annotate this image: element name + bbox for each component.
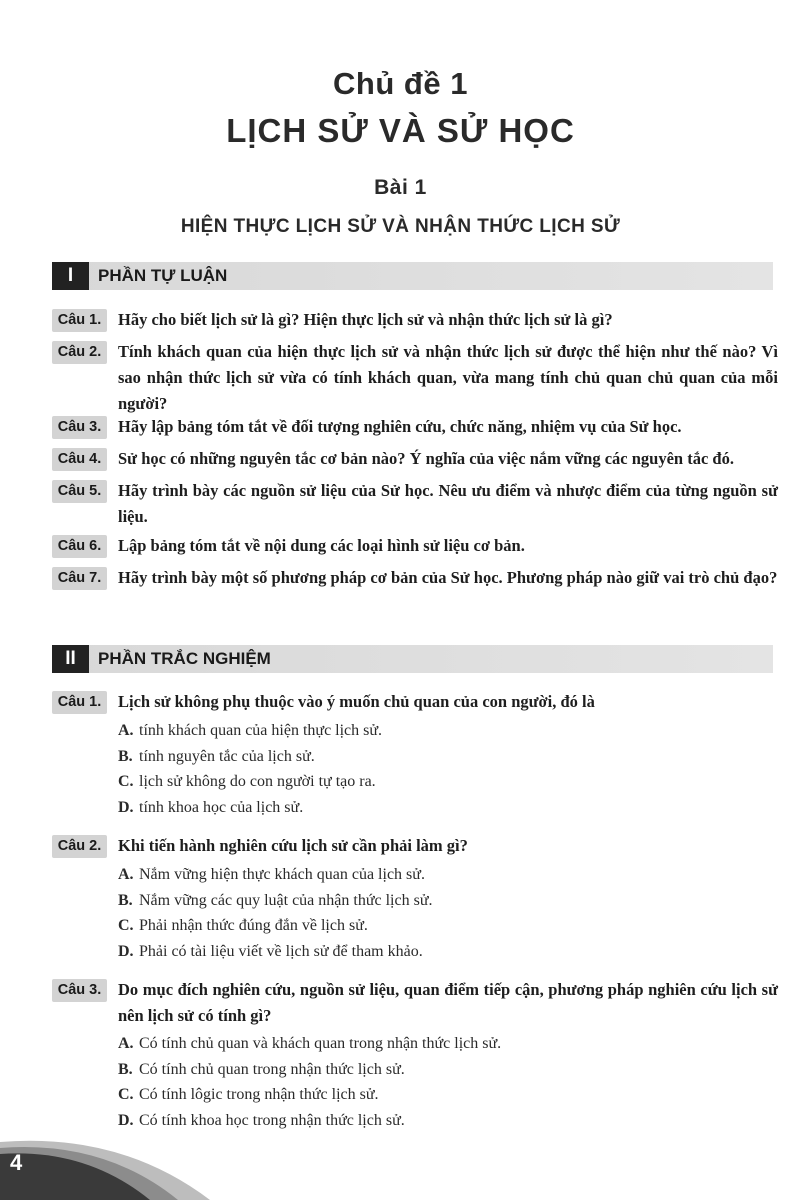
question-label: Câu 7.	[52, 567, 107, 590]
section-number: II	[52, 645, 89, 673]
answer-option-b: B. tính nguyên tắc của lịch sử.	[118, 747, 315, 765]
question-text: Do mục đích nghiên cứu, nguồn sử liệu, quan điểm tiếp cận, phương pháp nghiên cứu lịch sử nên lịch sử có tính gì?	[118, 980, 778, 1025]
question-text: Lịch sử không phụ thuộc vào ý muốn chủ quan của con người, đó là	[118, 692, 595, 711]
mc-question-2-options	[118, 862, 758, 964]
answer-option-d: D. Phải có tài liệu viết về lịch sử để tham khảo.	[118, 942, 423, 960]
answer-option-b: B. Nắm vững các quy luật của nhận thức lịch sử.	[118, 891, 433, 909]
question-text: Hãy cho biết lịch sử là gì? Hiện thực lịch sử và nhận thức lịch sử là gì?	[118, 310, 613, 329]
lesson-number: Bài 1	[374, 176, 427, 199]
mc-question-1-options	[118, 718, 758, 820]
section-number: I	[52, 262, 89, 290]
section-header-essay	[52, 262, 773, 290]
question-label: Câu 1.	[52, 691, 107, 714]
question-text: Hãy lập bảng tóm tắt về đối tượng nghiên cứu, chức năng, nhiệm vụ của Sử học.	[118, 417, 682, 436]
question-label: Câu 2.	[52, 341, 107, 364]
page-number: 4	[10, 1150, 23, 1175]
answer-option-c: C. Phải nhận thức đúng đắn về lịch sử.	[118, 917, 368, 934]
question-label: Câu 3.	[52, 979, 107, 1002]
question-text: Tính khách quan của hiện thực lịch sử và nhận thức lịch sử được thể hiện như thế nào? Vì sao nhận thức lịch sử vừa có tính khách quan, vừa mang tính chủ quan chủ quan của mỗi người?	[118, 342, 778, 413]
question-text: Lập bảng tóm tắt về nội dung các loại hình sử liệu cơ bản.	[118, 536, 525, 555]
answer-option-d: D. tính khoa học của lịch sử.	[118, 798, 304, 816]
answer-option-d: D. Có tính khoa học trong nhận thức lịch sử.	[118, 1111, 405, 1129]
question-label: Câu 5.	[52, 480, 107, 503]
answer-option-b: B. Có tính chủ quan trong nhận thức lịch sử.	[118, 1060, 405, 1078]
topic-title: LỊCH SỬ VÀ SỬ HỌC	[226, 112, 575, 149]
answer-option-a: A. Nắm vững hiện thực khách quan của lịch sử.	[118, 866, 425, 883]
answer-option-a: A. tính khách quan của hiện thực lịch sử.	[118, 722, 383, 739]
question-text: Hãy trình bày một số phương pháp cơ bản của Sử học. Phương pháp nào giữ vai trò chủ đạo?	[118, 568, 778, 587]
question-label: Câu 6.	[52, 535, 107, 558]
question-text: Sử học có những nguyên tắc cơ bản nào? Ý nghĩa của việc nắm vững các nguyên tắc đó.	[118, 449, 734, 468]
question-label: Câu 2.	[52, 835, 107, 858]
section-title: PHẦN TỰ LUẬN	[98, 266, 228, 285]
mc-question-3-options	[118, 1031, 758, 1133]
question-text: Khi tiến hành nghiên cứu lịch sử cần phải làm gì?	[118, 836, 468, 855]
section-header-multiple-choice	[52, 645, 773, 673]
topic-number: Chủ đề 1	[333, 66, 468, 101]
answer-option-c: C. lịch sử không do con người tự tạo ra.	[118, 773, 376, 790]
answer-option-c: C. Có tính lôgic trong nhận thức lịch sử.	[118, 1086, 379, 1103]
page-corner-decoration	[0, 1128, 210, 1200]
lesson-title: HIỆN THỰC LỊCH SỬ VÀ NHẬN THỨC LỊCH SỬ	[180, 216, 621, 237]
section-title: PHẦN TRẮC NGHIỆM	[98, 649, 271, 668]
answer-option-a: A. Có tính chủ quan và khách quan trong nhận thức lịch sử.	[118, 1035, 502, 1052]
question-label: Câu 1.	[52, 309, 107, 332]
question-text: Hãy trình bày các nguồn sử liệu của Sử học. Nêu ưu điểm và nhược điểm của từng nguồn sử liệu.	[118, 481, 778, 526]
question-label: Câu 4.	[52, 448, 107, 471]
question-label: Câu 3.	[52, 416, 107, 439]
